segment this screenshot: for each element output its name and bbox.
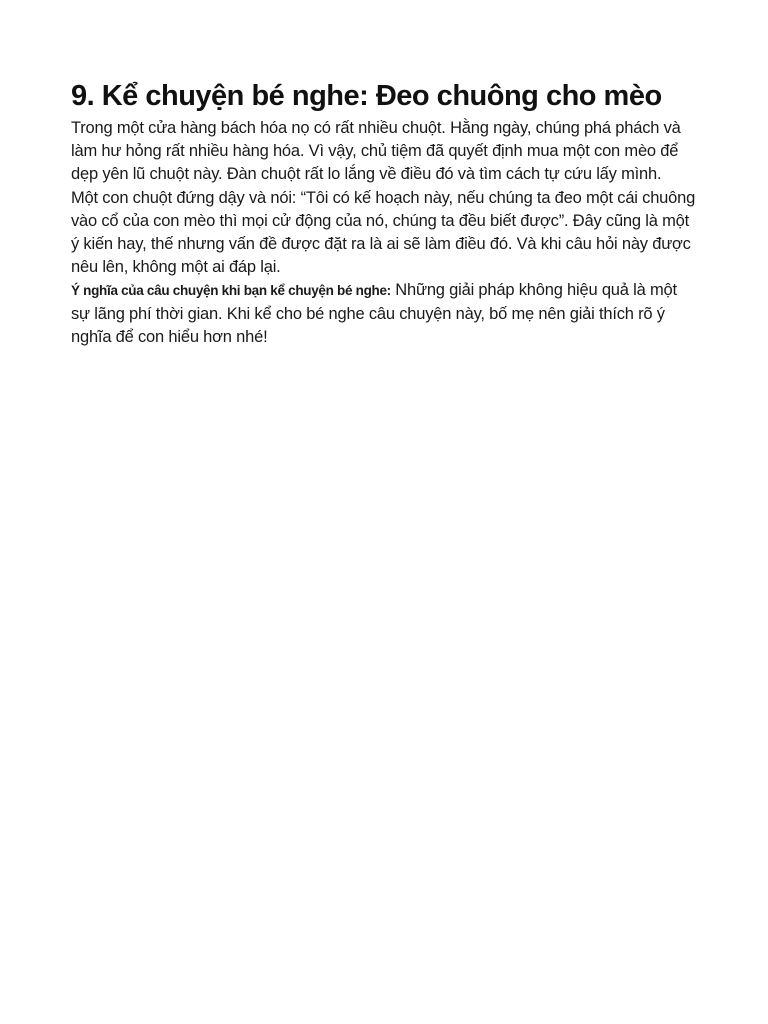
article-title: 9. Kể chuyện bé nghe: Đeo chuông cho mèo xyxy=(71,80,662,112)
story-paragraph-1: Trong một cửa hàng bách hóa nọ có rất nhiều chuột. Hằng ngày, chúng phá phách và làm hư hỏng rất nhiều hàng hóa. Vì vậy, chủ tiệm đã quyết định mua một con mèo để dẹp yên lũ chuột này. Đàn chuột rất lo lắng về điều đó và tìm cách tự cứu lấy mình. xyxy=(71,119,681,184)
meaning-text: Những giải pháp không hiệu quả là một sự lãng phí thời gian. Khi kể cho bé nghe câu chuyện này, bố mẹ nên giải thích rõ ý nghĩa để con hiểu hơn nhé! xyxy=(71,281,677,346)
article xyxy=(71,76,697,349)
meaning-label: Ý nghĩa của câu chuyện khi bạn kể chuyện bé nghe: xyxy=(71,283,391,299)
story-meaning-paragraph xyxy=(71,279,697,349)
story-paragraph-2: Một con chuột đứng dậy và nói: “Tôi có kế hoạch này, nếu chúng ta đeo một cái chuông vào cổ của con mèo thì mọi cử động của nó, chúng ta đều biết được”. Đây cũng là một ý kiến hay, thế nhưng vấn đề được đặt ra là ai sẽ làm điều đó. Và khi câu hỏi này được nêu lên, không một ai đáp lại. xyxy=(71,188,696,277)
